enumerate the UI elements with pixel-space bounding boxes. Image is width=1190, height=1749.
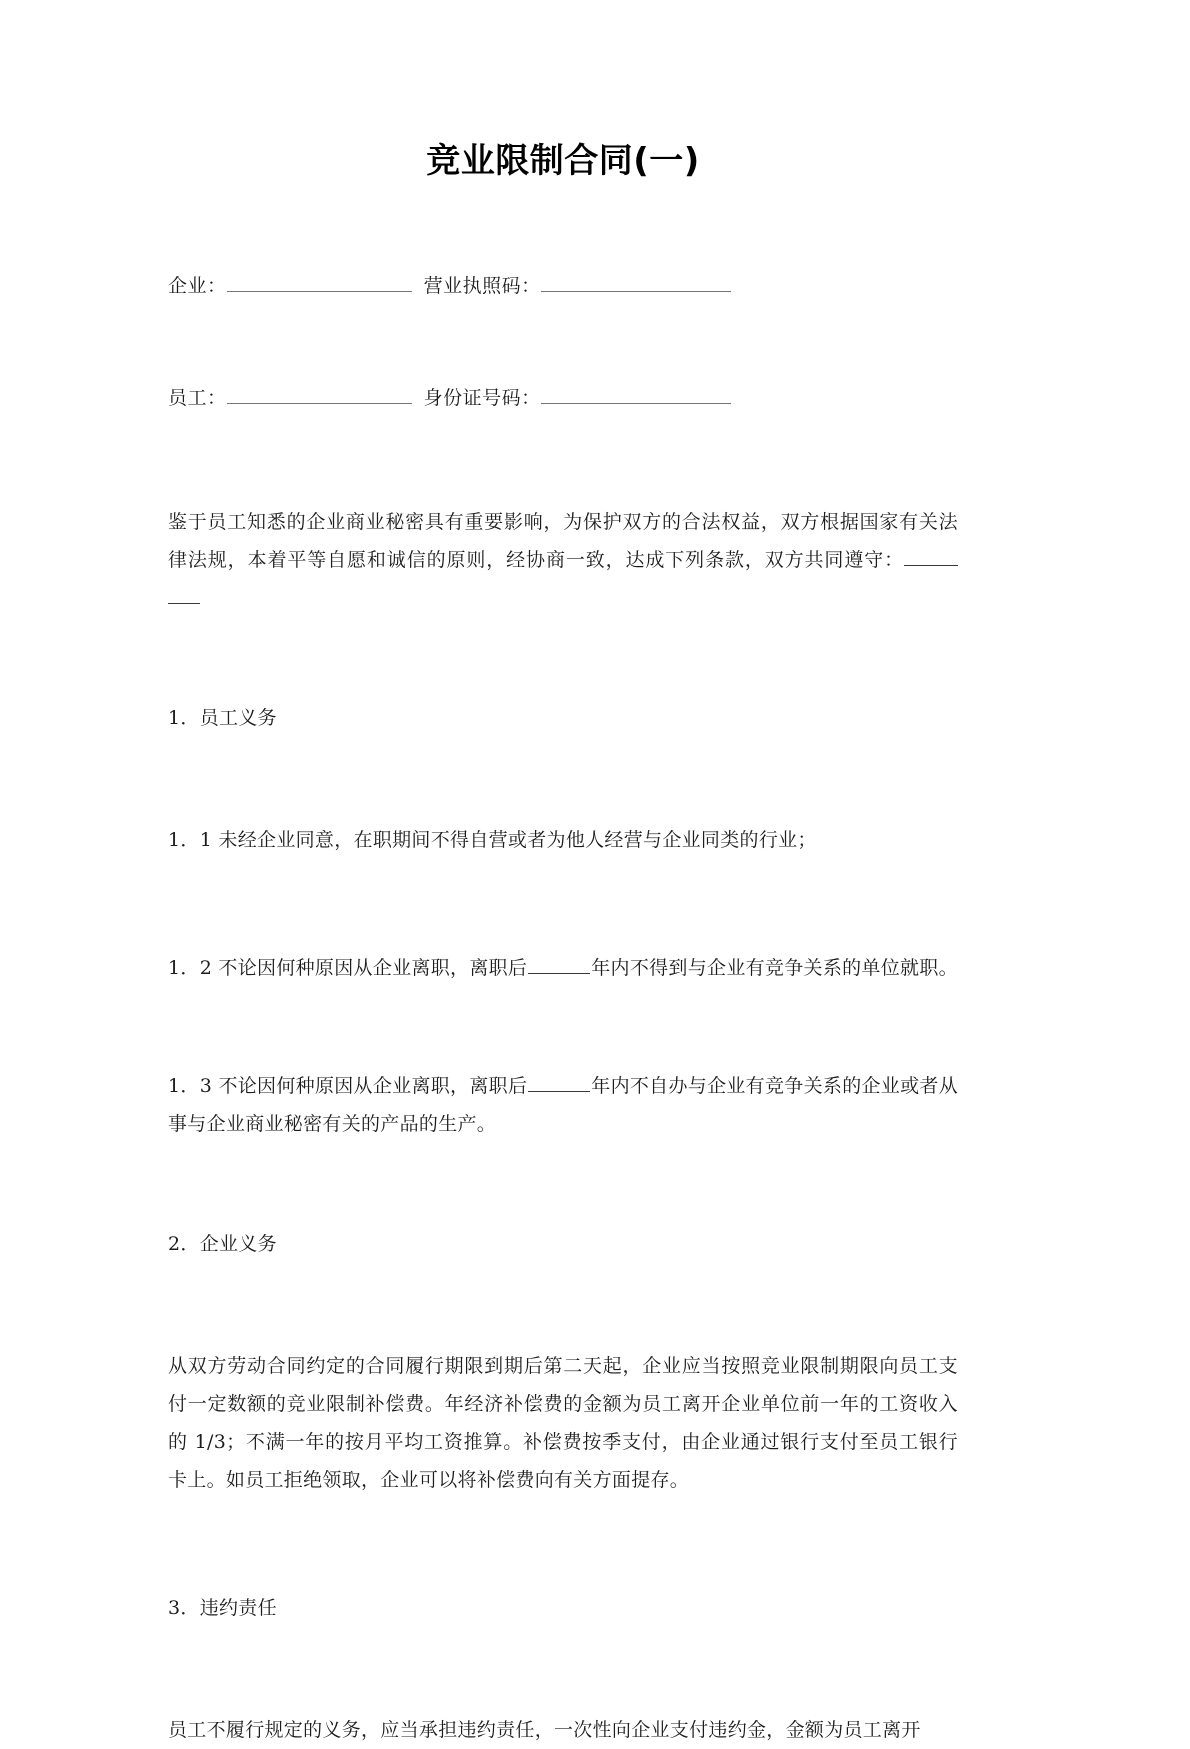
form-row-company [168,269,958,303]
preamble-paragraph [168,503,958,617]
employee-input-blank[interactable] [227,383,412,404]
id-number-label: 身份证号码： [423,386,541,409]
clause-text-1-3-after: 年内不自办与企业有竞争关系的企业或者从事与企业商业秘密有关的产品的生产。 [168,1075,958,1136]
business-license-input-blank[interactable] [541,271,731,292]
section-heading-2: 2．企业义务 [168,1233,277,1256]
spacer [168,415,958,503]
spacer [168,987,958,1067]
clause-text-1-2-before: 不论因何种原因从企业离职，离职后 [218,957,528,980]
spacer [168,617,958,701]
clause-text-1-3-before: 不论因何种原因从企业离职，离职后 [218,1075,528,1098]
clause-number-1-1: 1．1 [168,829,213,852]
clause-number-1-2: 1．2 [168,957,213,980]
clause-number-1-3: 1．3 [168,1075,213,1098]
spacer [168,1143,958,1227]
employee-label: 员工： [168,386,227,409]
spacer [168,735,958,821]
document-body [168,0,958,1749]
clause-text-1-2-after: 年内不得到与企业有竞争关系的单位就职。 [591,957,958,980]
company-label: 企业： [168,274,227,297]
clause-1-3-years-blank[interactable] [528,1073,590,1092]
page-title: 竞业限制合同(一) [426,141,700,181]
spacer [168,1625,958,1711]
business-license-label: 营业执照码： [423,274,541,297]
id-number-input-blank[interactable] [541,383,731,404]
preamble-text: 鉴于员工知悉的企业商业秘密具有重要影响，为保护双方的合法权益，双方根据国家有关法律法规，本着平等自愿和诚信的原则，经协商一致，达成下列条款，双方共同遵守： [168,510,958,571]
form-row-employee [168,381,958,415]
clause-text-1-1: 未经企业同意，在职期间不得自营或者为他人经营与企业同类的行业； [218,829,817,852]
section-3-body: 员工不履行规定的义务，应当承担违约责任，一次性向企业支付违约金，金额为员工离开 [168,1719,921,1742]
spacer [168,303,958,381]
clause-1-2 [168,949,958,987]
spacer [168,1499,958,1591]
spacer [168,183,958,269]
spacer [168,859,958,949]
section-2-body: 从双方劳动合同约定的合同履行期限到期后第二天起，企业应当按照竞业限制期限向员工支付一定数额的竞业限制补偿费。年经济补偿费的金额为员工离开企业单位前一年的工资收入的 1/3；不满一年的按月平均工资推算。补偿费按季支付，由企业通过银行支付至员工银行卡上。如员工拒绝领取，企业可以将补偿费向有关方面提存。 [168,1355,958,1492]
clause-1-1 [168,821,958,859]
section-heading-1: 1．员工义务 [168,706,277,729]
clause-1-2-years-blank[interactable] [528,955,590,974]
clause-1-3 [168,1067,958,1143]
preamble-trailing-blank-wrap[interactable] [168,585,200,604]
company-input-blank[interactable] [227,271,412,292]
section-heading-3: 3．违约责任 [168,1597,277,1620]
preamble-trailing-blank[interactable] [904,547,958,566]
spacer [168,1261,958,1347]
